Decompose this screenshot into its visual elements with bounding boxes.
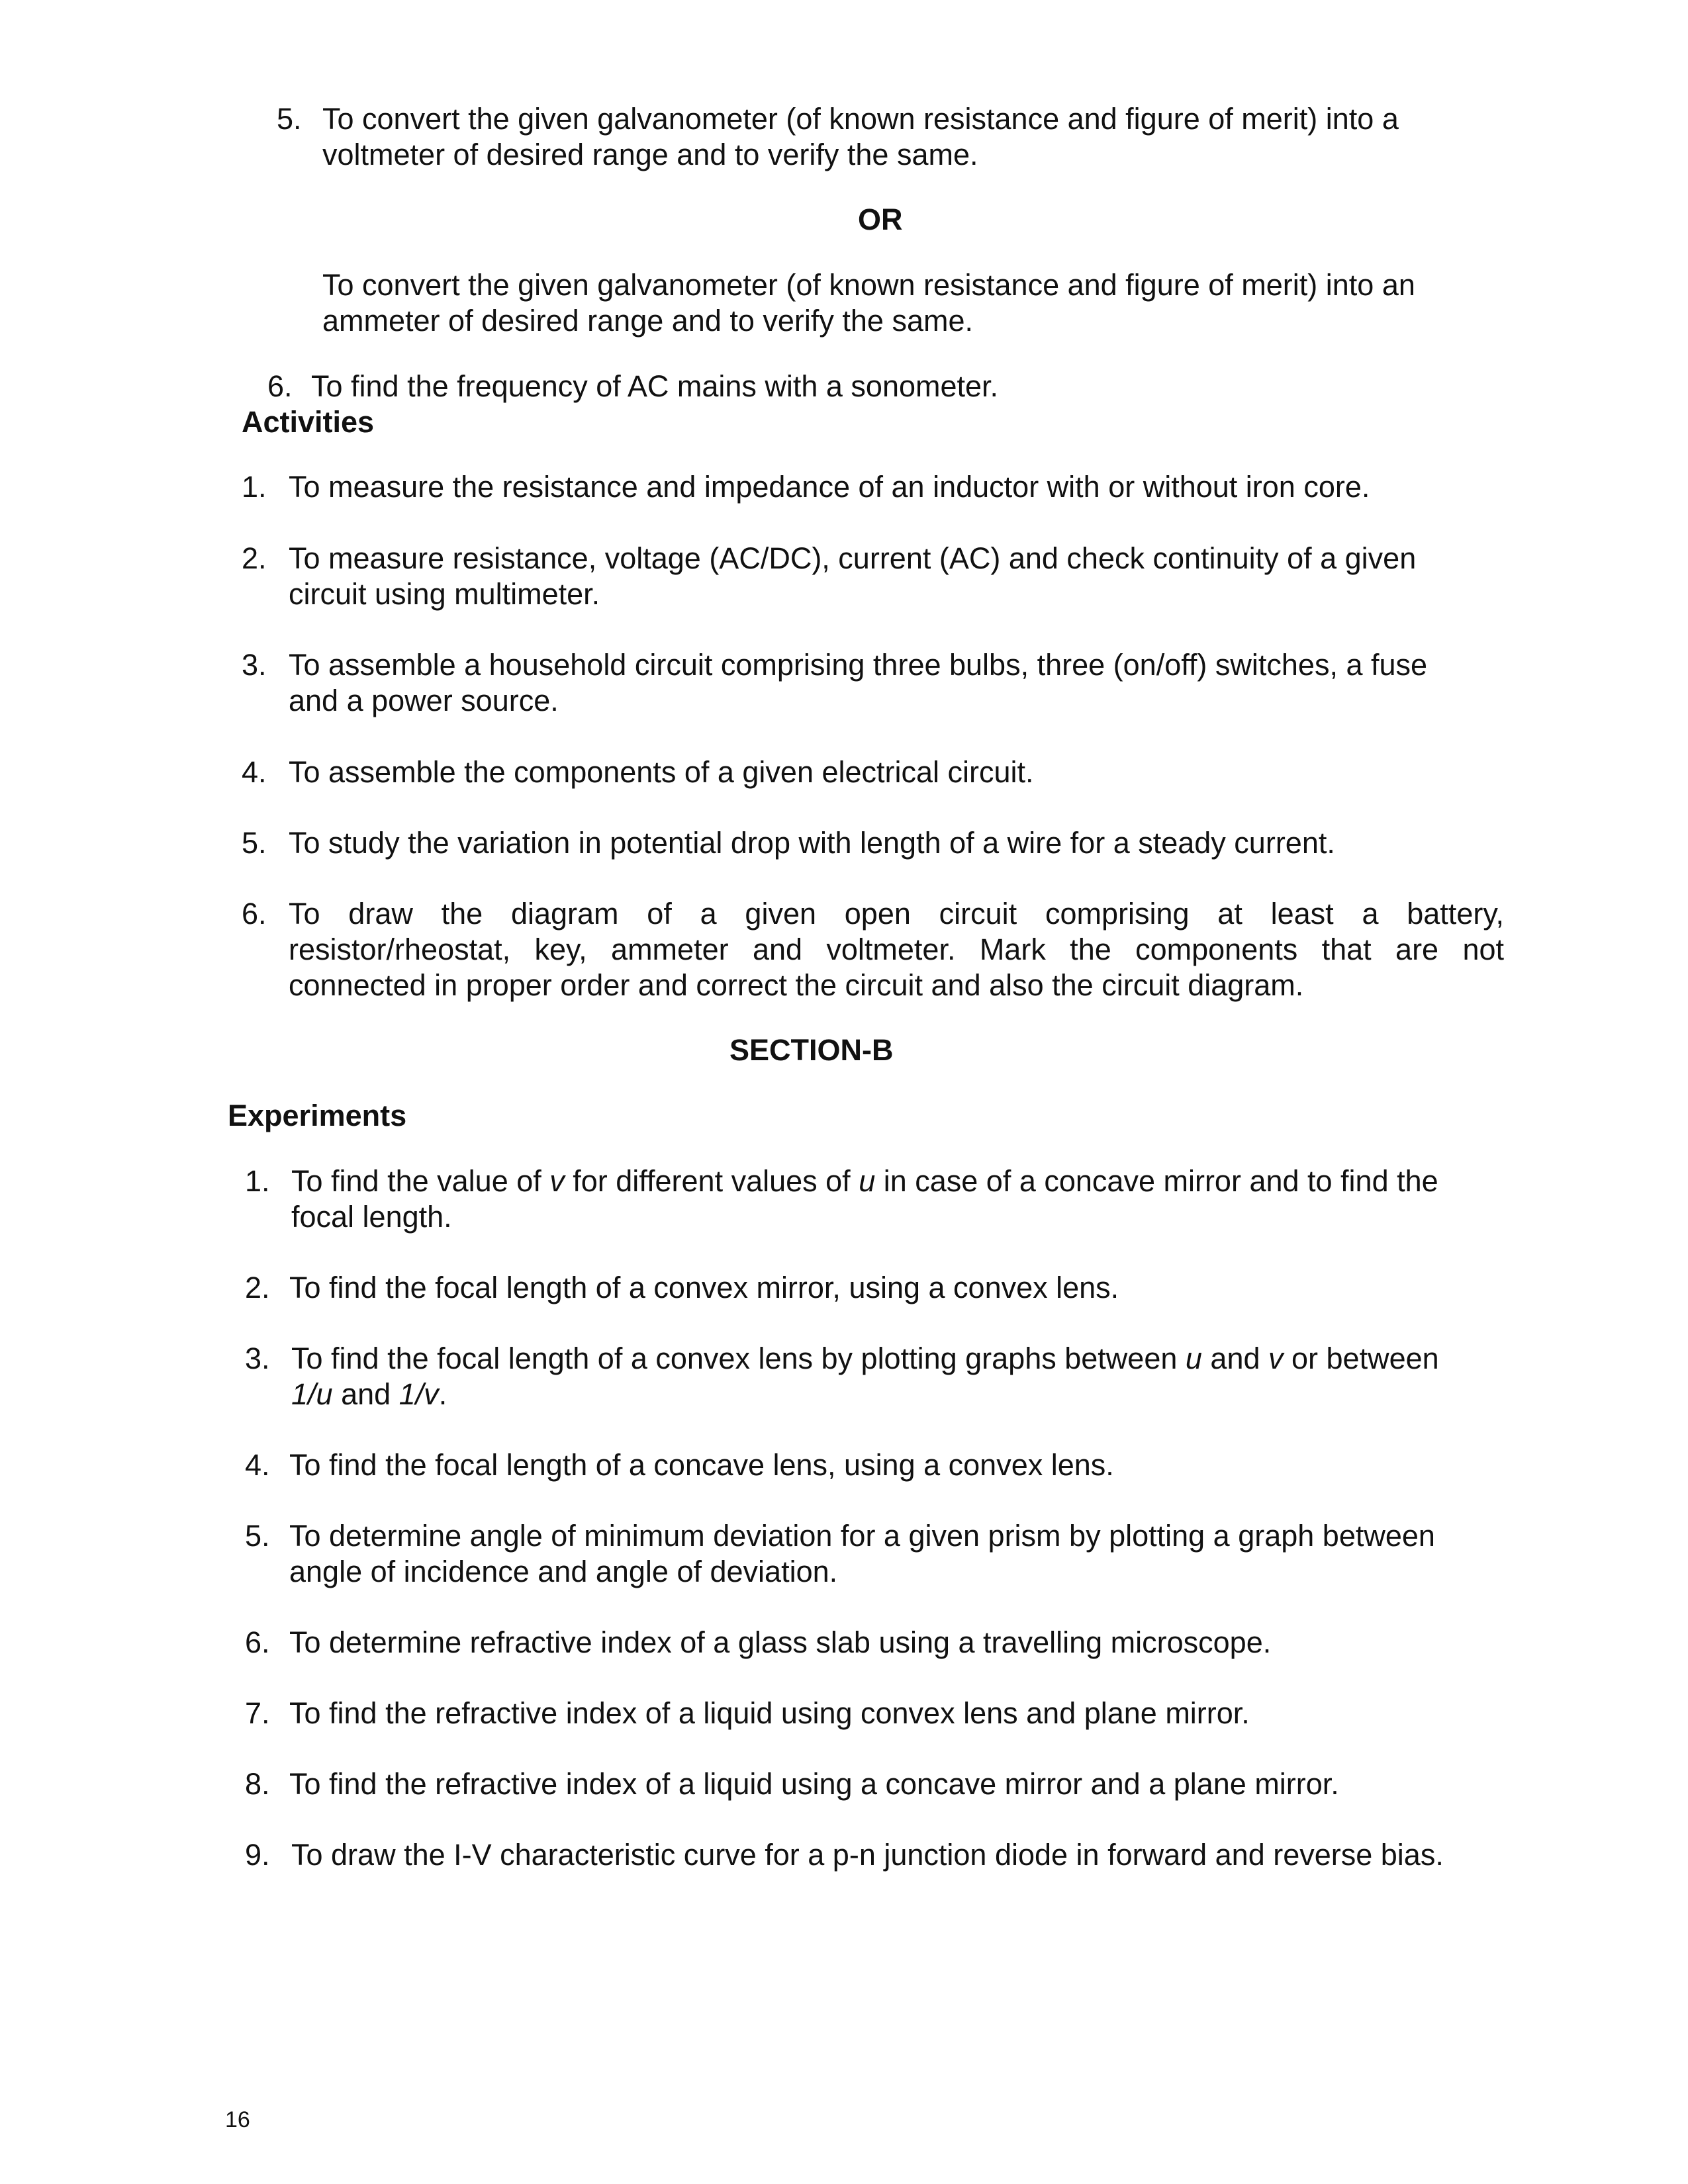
item-text-line: To draw the diagram of a given open circuit comprising at least a battery, bbox=[289, 897, 1504, 931]
item-text-line: To measure the resistance and impedance of an inductor with or without iron core. bbox=[289, 470, 1370, 504]
experiments-heading: Experiments bbox=[228, 1099, 407, 1132]
item-text-line: To measure resistance, voltage (AC/DC), current (AC) and check continuity of a given bbox=[289, 541, 1417, 575]
item-text-line: ammeter of desired range and to verify the same. bbox=[322, 304, 973, 338]
item-number: 5. bbox=[242, 826, 267, 860]
page-number: 16 bbox=[225, 2107, 250, 2132]
item-text-line: To find the frequency of AC mains with a sonometer. bbox=[311, 369, 999, 403]
item-text-line: To draw the I-V characteristic curve for a p-n junction diode in forward and reverse bias. bbox=[291, 1838, 1444, 1872]
item-number: 6. bbox=[242, 897, 267, 931]
activities-heading: Activities bbox=[242, 405, 375, 439]
item-number: 6. bbox=[245, 1625, 270, 1659]
item-number: 4. bbox=[242, 755, 267, 789]
item-text-line: resistor/rheostat, key, ammeter and voltmeter. Mark the components that are not bbox=[289, 933, 1504, 966]
item-text-line: To find the focal length of a concave lens, using a convex lens. bbox=[289, 1448, 1114, 1482]
item-text-line: and a power source. bbox=[289, 684, 559, 717]
section-b-title: SECTION-B bbox=[729, 1033, 894, 1067]
item-text-line: 1/u and 1/v. bbox=[291, 1377, 447, 1411]
item-text-line: To assemble a household circuit comprising three bulbs, three (on/off) switches, a fuse bbox=[289, 648, 1428, 682]
item-text-line: To determine angle of minimum deviation for a given prism by plotting a graph between bbox=[289, 1519, 1435, 1553]
item-number: 5. bbox=[277, 102, 302, 136]
item-text-line: To find the refractive index of a liquid using convex lens and plane mirror. bbox=[289, 1696, 1250, 1730]
item-text-line: angle of incidence and angle of deviation. bbox=[289, 1555, 838, 1588]
item-number: 8. bbox=[245, 1767, 270, 1801]
item-text-line: focal length. bbox=[291, 1200, 452, 1234]
item-number: 3. bbox=[245, 1342, 270, 1375]
item-text-line: To study the variation in potential drop with length of a wire for a steady current. bbox=[289, 826, 1335, 860]
item-text-line: To determine refractive index of a glass slab using a travelling microscope. bbox=[289, 1625, 1272, 1659]
item-text-line: circuit using multimeter. bbox=[289, 577, 600, 611]
item-text-line: To convert the given galvanometer (of known resistance and figure of merit) into an bbox=[322, 268, 1415, 302]
item-text-line: To find the refractive index of a liquid using a concave mirror and a plane mirror. bbox=[289, 1767, 1339, 1801]
item-number: 1. bbox=[245, 1164, 270, 1198]
item-text-line: To find the focal length of a convex lens by plotting graphs between u and v or between bbox=[291, 1342, 1439, 1375]
item-number: 1. bbox=[242, 470, 267, 504]
item-number: 3. bbox=[242, 648, 267, 682]
item-number: 2. bbox=[242, 541, 267, 575]
item-number: 7. bbox=[245, 1696, 270, 1730]
item-text-line: To assemble the components of a given electrical circuit. bbox=[289, 755, 1034, 789]
item-number: 9. bbox=[245, 1838, 270, 1872]
item-text-line: connected in proper order and correct the circuit and also the circuit diagram. bbox=[289, 968, 1304, 1002]
item-text-line: To find the value of v for different values of u in case of a concave mirror and to find the bbox=[291, 1164, 1438, 1198]
item-number: 6. bbox=[267, 369, 293, 403]
item-text-line: To find the focal length of a convex mirror, using a convex lens. bbox=[289, 1271, 1119, 1304]
or-label: OR bbox=[858, 203, 903, 236]
item-text-line: voltmeter of desired range and to verify the same. bbox=[322, 138, 978, 171]
item-number: 4. bbox=[245, 1448, 270, 1482]
item-number: 5. bbox=[245, 1519, 270, 1553]
item-text-line: To convert the given galvanometer (of known resistance and figure of merit) into a bbox=[322, 102, 1399, 136]
item-number: 2. bbox=[245, 1271, 270, 1304]
